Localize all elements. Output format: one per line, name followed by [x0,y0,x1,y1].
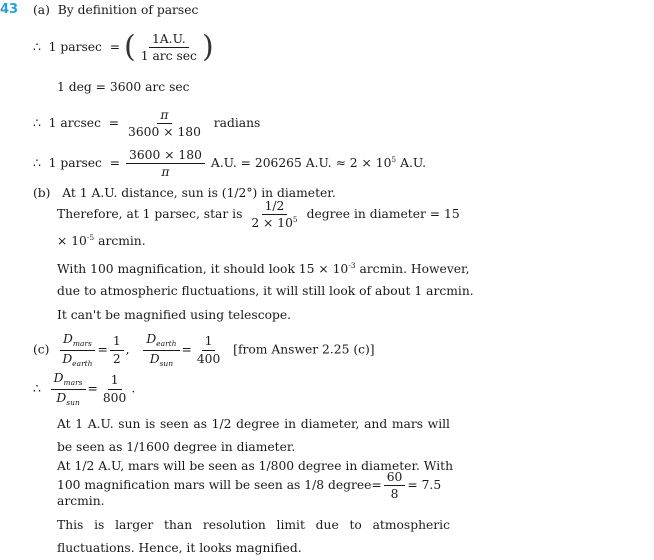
fraction-denominator: 400 [196,351,221,366]
fraction-one-over-800 [100,373,129,404]
part-b-label: (b) [33,186,51,200]
mars-diameter-paragraph: At 1 A.U. sun is seen as 1/2 degree in diameter, and mars will be seen as 1/1600 degree in diameter. [57,417,450,454]
equals-sign: = [109,40,121,55]
fraction-numerator: 1 [202,334,216,350]
magnification-text: With 100 magnification, it should look 15 × 10 [57,262,349,277]
mars-sun-ratio-equation [33,371,135,407]
fraction-denominator [59,351,95,369]
equals-sign: = [371,478,382,493]
symbol-d: D [56,390,67,405]
lhs-1-parsec: 1 parsec [48,156,102,171]
fraction-numerator: 3600 × 180 [126,148,205,164]
part-b-line-5: due to atmospheric fluctuations, it will still look of about 1 arcmin. [57,284,474,298]
au-value: A.U. = 206265 A.U. [210,156,332,171]
fraction-denominator: 3600 × 180 [128,125,201,140]
question-number: 43 [0,2,19,17]
symbol-d: D [53,371,64,385]
fraction-numerator: 1 [110,334,124,350]
fraction-dearth-over-dsun [143,332,179,368]
subscript: mars [72,339,92,348]
comma: , [125,342,130,357]
lhs-1-arcsec: 1 arcsec [48,116,101,131]
exponent: -3 [348,261,356,270]
sun-diameter-statement: At 1 A.U. distance, sun is (1/2°) in diameter. [62,186,336,200]
denominator-base: 2 × 10 [251,216,293,231]
subscript: earth [156,339,177,348]
lhs-1-parsec: 1 parsec [48,40,102,55]
therefore-symbol: ∴ [33,116,41,131]
right-paren: ) [201,29,214,65]
equals-sign: = [87,381,98,396]
exponent: 5 [391,155,397,165]
part-c-label: (c) [33,342,50,357]
fraction-numerator [60,332,95,351]
exponent: 5 [292,215,298,225]
fraction-numerator [143,332,179,351]
fraction-numerator: 1/2 [262,199,288,215]
subscript: sun [159,358,174,368]
fraction-numerator [51,371,86,390]
power-of-ten: × 10 [57,234,87,249]
equals-sign: = [181,342,192,357]
fraction-au-over-arcsec [138,32,200,63]
symbol-d: D [146,332,157,346]
equals-sign: = [108,116,120,131]
therefore-symbol: ∴ [33,156,41,171]
unit-au: A.U. [400,156,427,171]
unit-radians: radians [213,116,261,131]
symbol-d: D [62,332,73,346]
mars-magnification-line-3: arcmin. [57,494,105,508]
result-value: = 7.5 [407,478,442,493]
part-b-line-2 [57,199,460,230]
left-paren: ( [124,29,136,65]
approx-value: ≈ 2 × 10 [335,156,392,171]
parsec-au-equation [33,148,426,179]
part-b-line-6: It can't be magnified using telescope. [57,308,292,322]
period: . [131,381,136,396]
unit-arcmin: arcmin. [98,234,146,249]
degree-conversion: 1 deg = 3600 arc sec [57,80,190,94]
star-diameter-text: Therefore, at 1 parsec, star is [57,207,243,222]
symbol-d: D [62,351,73,366]
exponent: -5 [86,233,95,242]
mars-magnification-line-1: At 1/2 A.U, mars will be seen as 1/800 degree in diameter. With [57,459,454,473]
fraction-numerator: π [157,108,171,124]
fraction-denominator: 800 [102,390,127,405]
fraction-numerator: 60 [384,470,406,486]
part-b-line-4 [57,261,470,277]
subscript: earth [72,358,93,368]
subscript: mars [63,378,83,387]
fraction-denominator [248,215,300,230]
fraction-denominator: 1 arc sec [140,49,197,64]
fraction-denominator: 2 [112,351,121,366]
answer-reference: [from Answer 2.25 (c)] [233,342,375,357]
subscript: sun [66,397,80,407]
degree-diameter-text: degree in diameter = 15 [306,207,460,222]
therefore-symbol: ∴ [33,381,41,396]
mars-magnification-line-2 [57,470,441,501]
fraction-numerator: 1A.U. [149,32,189,48]
fraction-denominator: π [161,165,170,180]
conclusion-paragraph: This is larger than resolution limit due to atmospheric fluctuations. Hence, it looks magnified. [57,518,450,555]
magnification-text: 100 magnification mars will be seen as 1/8 degree [57,478,372,493]
fraction-pi-over-3600x180 [125,108,204,139]
fraction-half-over-2e5 [248,199,300,230]
arcsec-radians-equation [33,108,260,139]
fraction-numerator: 1 [108,373,122,389]
part-c-ratios-equation [33,332,375,368]
equals-sign: = [97,342,108,357]
part-a-heading-text: By definition of parsec [57,3,199,17]
fraction-one-half [110,334,124,365]
equals-sign: = [109,156,121,171]
symbol-d: D [149,351,160,366]
fraction-denominator [147,351,176,369]
fraction-denominator: 8 [390,487,399,502]
fraction-dmars-over-dearth [59,332,95,368]
part-b-line-1 [33,186,336,200]
therefore-symbol: ∴ [33,40,41,55]
fraction-3600x180-over-pi [126,148,205,179]
fraction-denominator [53,390,82,408]
part-b-line-3 [57,233,146,248]
parsec-definition-equation [33,29,214,65]
fraction-dmars-over-dsun [51,371,86,407]
magnification-text-end: arcmin. However, [359,262,470,277]
part-a-label: (a) [33,3,50,17]
fraction-one-over-400 [194,334,223,365]
part-a-heading [33,3,198,17]
fraction-60-over-8 [384,470,406,501]
